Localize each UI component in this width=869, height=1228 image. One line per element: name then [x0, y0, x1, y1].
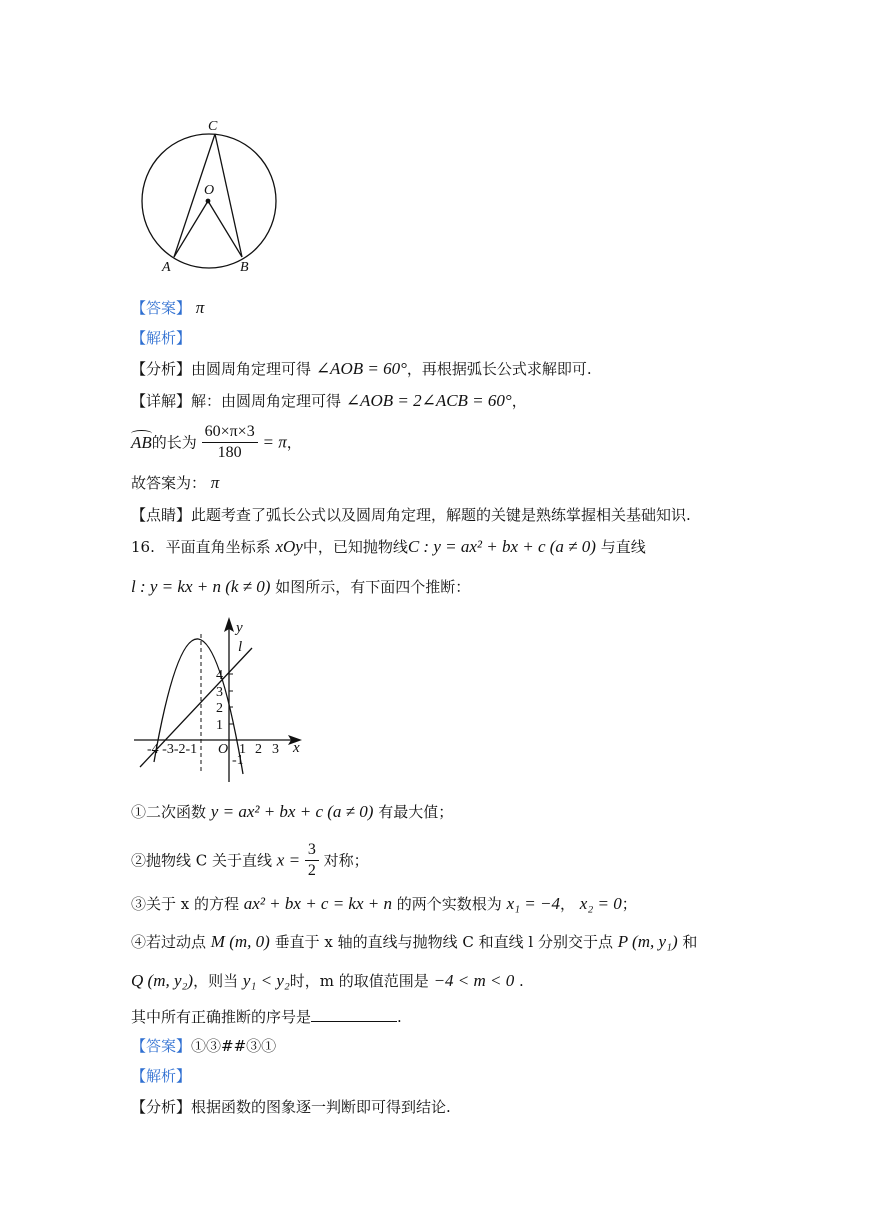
detail-post: ，: [511, 392, 527, 410]
question-post: .: [397, 1008, 402, 1026]
x-axis-label: x: [293, 740, 300, 756]
q16-fenxi: [131, 1097, 451, 1117]
q16-answer-tag: 【答案】: [131, 1037, 192, 1055]
s3-root2: x₂ = 0: [579, 894, 622, 913]
detail-formula: ∠AOB = 2∠ACB = 60°: [345, 391, 512, 410]
s3-mid: 的两个实数根为: [396, 895, 502, 913]
y-tick-1: 1: [216, 718, 223, 733]
answer-blank: [311, 1007, 397, 1022]
q16-analysis-heading: [131, 1066, 191, 1086]
detail-tag: 【详解】: [131, 392, 192, 410]
q16-line1-a: 平面直角坐标系: [165, 538, 271, 556]
s4-and: 和: [682, 933, 698, 951]
q16-line2: [131, 577, 470, 597]
fenxi-post: ，再根据弧长公式求解即可.: [406, 360, 592, 378]
origin-label: O: [218, 742, 229, 757]
center-point: [206, 199, 211, 204]
x-tick-3: 3: [272, 742, 279, 757]
s1-post: 有最大值；: [378, 803, 454, 821]
q16-line1-b: 中，已知抛物线: [302, 538, 408, 556]
radius-ob: [208, 201, 242, 257]
y-tick-neg1: -1: [232, 753, 244, 768]
y-axis-label: y: [236, 620, 243, 636]
x-tick-1: 1: [239, 742, 246, 757]
detail-pre: 解：由圆周角定理可得: [191, 392, 342, 410]
q16-fenxi-tag: 【分析】: [131, 1098, 192, 1116]
q16-xoy: xOy: [275, 537, 303, 556]
comment-tag: 【点睛】: [131, 506, 192, 524]
q15-answer: [131, 298, 204, 318]
comment-text: 此题考查了弧长公式以及圆周角定理，解题的关键是熟练掌握相关基础知识.: [191, 506, 691, 524]
answer-value: π: [195, 298, 205, 317]
s1-formula: y = ax² + bx + c (a ≠ 0): [210, 802, 374, 821]
s3-sep: ，: [559, 895, 575, 913]
y-tick-3: 3: [216, 685, 223, 700]
s4-mid3: 时，m 的取值范围是: [289, 972, 429, 990]
s2-lhs: x =: [276, 850, 301, 870]
arc-text: 的长为: [151, 433, 197, 452]
q15-comment: [131, 505, 691, 525]
s2-post: 对称；: [323, 851, 369, 870]
q16-statement-4-cont: [131, 971, 524, 991]
s4-point-q: Q (m, y₂): [131, 971, 194, 990]
s3-root1: x₁ = −4: [506, 894, 560, 913]
s2-numerator: 3: [305, 840, 319, 861]
q15-fenxi: [131, 359, 592, 379]
q16-line1-c: 与直线: [600, 538, 646, 556]
frac-denominator: 180: [217, 444, 242, 461]
q16-line1: [131, 537, 646, 557]
fenxi-tag: 【分析】: [131, 360, 192, 378]
s4-condition: y₁ < y₂: [242, 971, 290, 990]
fenxi-formula: ∠AOB = 60°: [315, 359, 407, 378]
q16-fenxi-text: 根据函数的图象逐一判断即可得到结论.: [191, 1098, 451, 1116]
s4-point-p: P (m, y₁): [617, 932, 678, 951]
frac-post: ，: [286, 433, 302, 452]
q15-analysis-heading: [131, 328, 191, 348]
label-c: C: [208, 119, 218, 134]
s4-post: .: [519, 972, 524, 990]
l-label: l: [238, 639, 243, 655]
frac-equals: = π: [262, 432, 287, 452]
arc-fraction: [202, 422, 258, 463]
answer-tag: 【答案】: [131, 299, 192, 317]
q16-statement-1: [131, 802, 453, 822]
s2-fraction: [305, 840, 319, 881]
s2-pre: ②抛物线 C 关于直线: [131, 851, 273, 870]
final-value: π: [210, 473, 220, 492]
s3-formula: ax² + bx + c = kx + n: [243, 894, 392, 913]
q15-detail: [131, 391, 527, 411]
q16-answer: [131, 1036, 276, 1056]
circle-figure: [136, 116, 286, 278]
q16-statement-3: [131, 894, 637, 914]
radius-oa: [174, 201, 208, 257]
s4-point-m: M (m, 0): [210, 932, 270, 951]
frac-numerator: 60×π×3: [202, 422, 258, 443]
chord-cb: [215, 134, 242, 257]
function-graph: [132, 612, 310, 784]
x-ticks-negative: -4 -3-2-1: [147, 742, 198, 757]
s4-pre: ④若过动点: [131, 933, 207, 951]
s1-pre: ①二次函数: [131, 803, 207, 821]
q16-line-formula: l : y = kx + n (k ≠ 0): [131, 577, 271, 596]
x-tick-2: 2: [255, 742, 262, 757]
s4-range: −4 < m < 0: [433, 971, 515, 990]
fenxi-pre: 由圆周角定理可得: [191, 360, 312, 378]
q16-question: [131, 1007, 402, 1027]
q16-analysis-tag: 【解析】: [131, 1067, 192, 1085]
s4-mid: 垂直于 x 轴的直线与抛物线 C 和直线 l 分别交于点: [274, 933, 613, 951]
q16-statement-2: [131, 840, 369, 881]
q16-number: 16.: [131, 538, 155, 556]
question-text: 其中所有正确推断的序号是: [131, 1008, 312, 1026]
arc-ab: AB: [131, 432, 152, 452]
label-a: A: [162, 260, 171, 275]
q16-curve-formula: C : y = ax² + bx + c (a ≠ 0): [407, 537, 596, 556]
s2-denominator: 2: [307, 862, 316, 879]
y-tick-2: 2: [216, 701, 223, 716]
label-o: O: [204, 183, 215, 198]
label-b: B: [240, 260, 249, 275]
q16-line2-text: 如图所示，有下面四个推断：: [275, 578, 471, 596]
final-text: 故答案为：: [131, 474, 207, 492]
q15-final: [131, 473, 219, 493]
q16-statement-4: [131, 932, 697, 952]
s4-mid2: ，则当: [193, 972, 239, 990]
analysis-tag: 【解析】: [131, 329, 192, 347]
q15-arc-length: [131, 422, 302, 463]
s3-pre: ③关于 x 的方程: [131, 895, 239, 913]
q16-answer-value: ①③##③①: [191, 1037, 277, 1055]
y-tick-4: 4: [216, 668, 223, 683]
s3-post: ；: [621, 895, 637, 913]
